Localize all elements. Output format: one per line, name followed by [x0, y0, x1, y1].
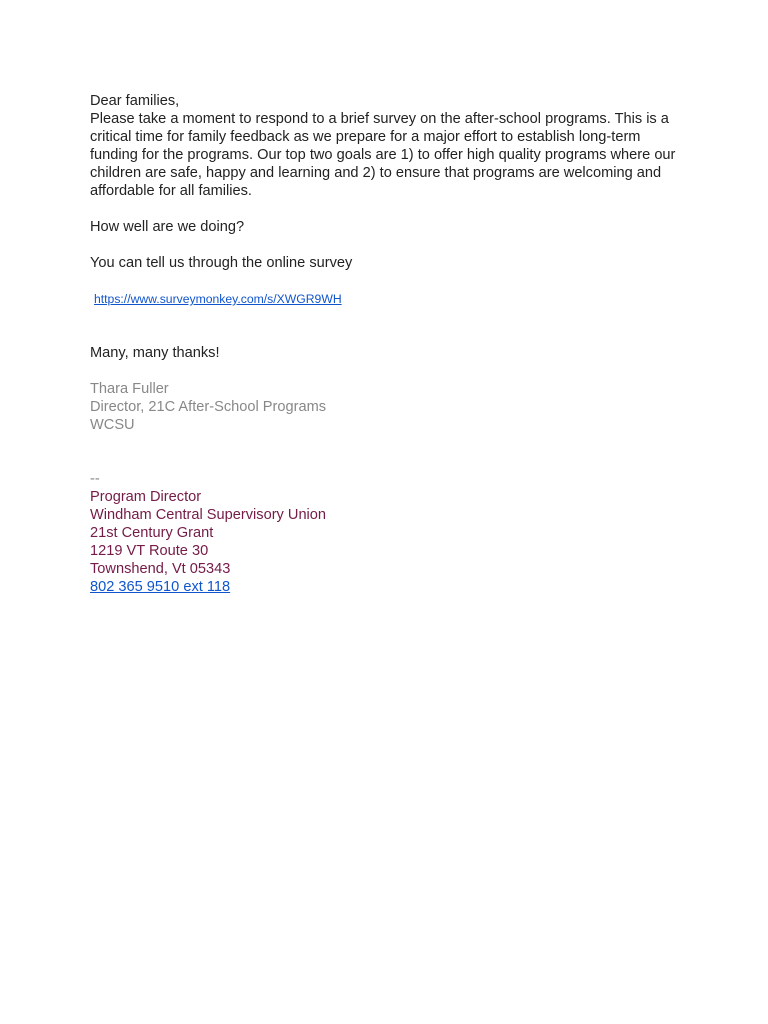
signature-title: Director, 21C After-School Programs — [90, 399, 327, 415]
letter-document — [90, 92, 690, 596]
signature-name: Thara Fuller — [90, 381, 169, 397]
signature-org: WCSU — [90, 417, 135, 433]
footer-phone-line — [90, 578, 690, 596]
footer-role: Program Director — [90, 489, 202, 505]
survey-link-line — [90, 290, 690, 308]
footer-address-line1: 1219 VT Route 30 — [90, 543, 209, 559]
footer-address-line2: Townshend, Vt 05343 — [90, 561, 231, 577]
question-text: How well are we doing? — [90, 219, 245, 235]
footer-organization: Windham Central Supervisory Union — [90, 507, 327, 523]
thanks-text: Many, many thanks! — [90, 345, 220, 361]
survey-link[interactable]: https://www.surveymonkey.com/s/XWGR9WH — [94, 292, 342, 306]
phone-link[interactable]: 802 365 9510 ext 118 — [90, 579, 231, 595]
footer-grant: 21st Century Grant — [90, 525, 214, 541]
body-paragraph: Please take a moment to respond to a brief survey on the after-school programs. This is a critical time for family feedback as we prepare for a major effort to establish long-term funding for the programs. Our top two goals are 1) to offer high quality programs where our children are safe, happy and learning and 2) to ensure that programs are welcoming and affordable for all families. — [90, 111, 676, 199]
greeting: Dear families, — [90, 93, 180, 109]
signature-separator: -- — [90, 471, 100, 487]
survey-prompt: You can tell us through the online survey — [90, 255, 353, 271]
